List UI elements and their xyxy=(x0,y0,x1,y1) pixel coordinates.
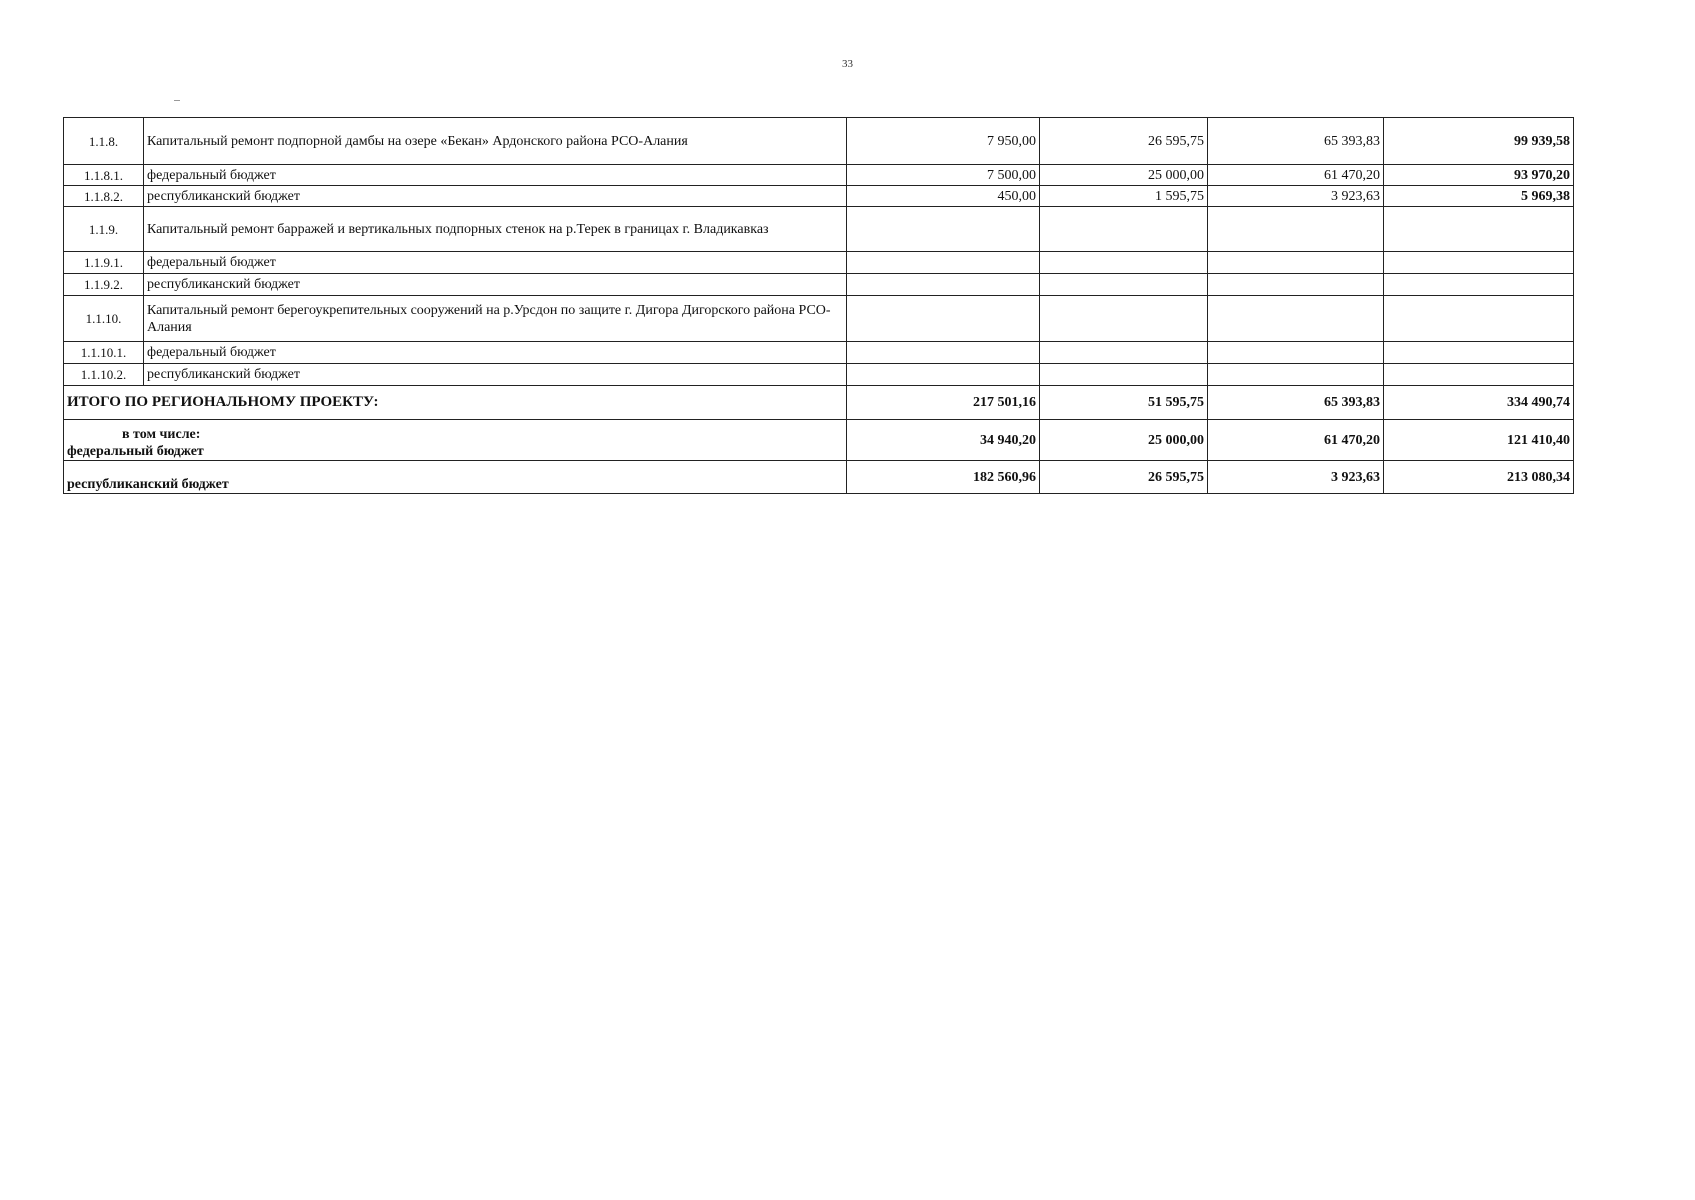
value-total-cell xyxy=(1384,364,1574,386)
value-cell: 61 470,20 xyxy=(1208,165,1384,186)
total-value: 217 501,16 xyxy=(847,386,1040,420)
value-cell xyxy=(1208,364,1384,386)
row-number: 1.1.10. xyxy=(64,296,144,342)
value-cell xyxy=(847,252,1040,274)
row-number: 1.1.8.1. xyxy=(64,165,144,186)
federal-total-row xyxy=(64,420,1574,461)
table-row xyxy=(64,165,1574,186)
value-cell: 7 500,00 xyxy=(847,165,1040,186)
federal-total-cell xyxy=(64,420,847,461)
table-row xyxy=(64,296,1574,342)
value-cell xyxy=(1208,207,1384,252)
value-cell xyxy=(1040,296,1208,342)
republic-total-value: 213 080,34 xyxy=(1384,461,1574,494)
sub-label: в том числе: xyxy=(122,427,201,442)
total-value: 65 393,83 xyxy=(1208,386,1384,420)
value-total-cell: 99 939,58 xyxy=(1384,118,1574,165)
value-total-cell xyxy=(1384,274,1574,296)
value-cell: 1 595,75 xyxy=(1040,186,1208,207)
federal-total-label: федеральный бюджет xyxy=(67,444,204,459)
table-row xyxy=(64,342,1574,364)
value-total-cell xyxy=(1384,296,1574,342)
row-name: федеральный бюджет xyxy=(144,342,847,364)
value-cell: 7 950,00 xyxy=(847,118,1040,165)
value-cell xyxy=(1040,252,1208,274)
value-cell: 26 595,75 xyxy=(1040,118,1208,165)
table-row xyxy=(64,252,1574,274)
value-cell xyxy=(847,364,1040,386)
value-total-cell xyxy=(1384,207,1574,252)
value-cell xyxy=(1040,207,1208,252)
scan-mark xyxy=(174,100,180,101)
federal-total-value: 34 940,20 xyxy=(847,420,1040,461)
row-number: 1.1.9.1. xyxy=(64,252,144,274)
federal-total-value: 25 000,00 xyxy=(1040,420,1208,461)
value-cell xyxy=(847,342,1040,364)
row-number: 1.1.10.1. xyxy=(64,342,144,364)
row-name: республиканский бюджет xyxy=(144,274,847,296)
row-name: республиканский бюджет xyxy=(144,186,847,207)
row-name: федеральный бюджет xyxy=(144,165,847,186)
row-name: Капитальный ремонт барражей и вертикальных подпорных стенок на р.Терек в границах г. Владикавказ xyxy=(144,207,847,252)
value-cell xyxy=(847,274,1040,296)
row-name: федеральный бюджет xyxy=(144,252,847,274)
total-value: 334 490,74 xyxy=(1384,386,1574,420)
total-label: ИТОГО ПО РЕГИОНАЛЬНОМУ ПРОЕКТУ: xyxy=(64,386,847,420)
value-cell: 25 000,00 xyxy=(1040,165,1208,186)
row-name: республиканский бюджет xyxy=(144,364,847,386)
value-cell xyxy=(1040,364,1208,386)
value-total-cell xyxy=(1384,252,1574,274)
republic-total-row xyxy=(64,461,1574,494)
value-cell xyxy=(847,296,1040,342)
value-cell: 65 393,83 xyxy=(1208,118,1384,165)
value-cell: 450,00 xyxy=(847,186,1040,207)
table-row xyxy=(64,207,1574,252)
republic-total-value: 3 923,63 xyxy=(1208,461,1384,494)
row-number: 1.1.8.2. xyxy=(64,186,144,207)
value-cell xyxy=(847,207,1040,252)
value-cell xyxy=(1208,296,1384,342)
republic-total-label: республиканский бюджет xyxy=(64,461,847,494)
total-value: 51 595,75 xyxy=(1040,386,1208,420)
value-cell xyxy=(1208,274,1384,296)
value-total-cell: 5 969,38 xyxy=(1384,186,1574,207)
value-cell xyxy=(1208,342,1384,364)
page-number: 33 xyxy=(842,58,853,70)
federal-total-value: 61 470,20 xyxy=(1208,420,1384,461)
row-number: 1.1.9. xyxy=(64,207,144,252)
row-number: 1.1.9.2. xyxy=(64,274,144,296)
row-number: 1.1.8. xyxy=(64,118,144,165)
value-cell xyxy=(1208,252,1384,274)
table-row xyxy=(64,118,1574,165)
row-name: Капитальный ремонт подпорной дамбы на озере «Бекан» Ардонского района РСО-Алания xyxy=(144,118,847,165)
total-row xyxy=(64,386,1574,420)
value-total-cell: 93 970,20 xyxy=(1384,165,1574,186)
republic-total-value: 182 560,96 xyxy=(847,461,1040,494)
table-row xyxy=(64,364,1574,386)
row-name: Капитальный ремонт берегоукрепительных сооружений на р.Урсдон по защите г. Дигора Дигорского района РСО-Алания xyxy=(144,296,847,342)
republic-total-value: 26 595,75 xyxy=(1040,461,1208,494)
table-row xyxy=(64,186,1574,207)
federal-total-value: 121 410,40 xyxy=(1384,420,1574,461)
budget-table xyxy=(63,117,1574,494)
value-cell: 3 923,63 xyxy=(1208,186,1384,207)
value-total-cell xyxy=(1384,342,1574,364)
value-cell xyxy=(1040,274,1208,296)
table-row xyxy=(64,274,1574,296)
row-number: 1.1.10.2. xyxy=(64,364,144,386)
value-cell xyxy=(1040,342,1208,364)
